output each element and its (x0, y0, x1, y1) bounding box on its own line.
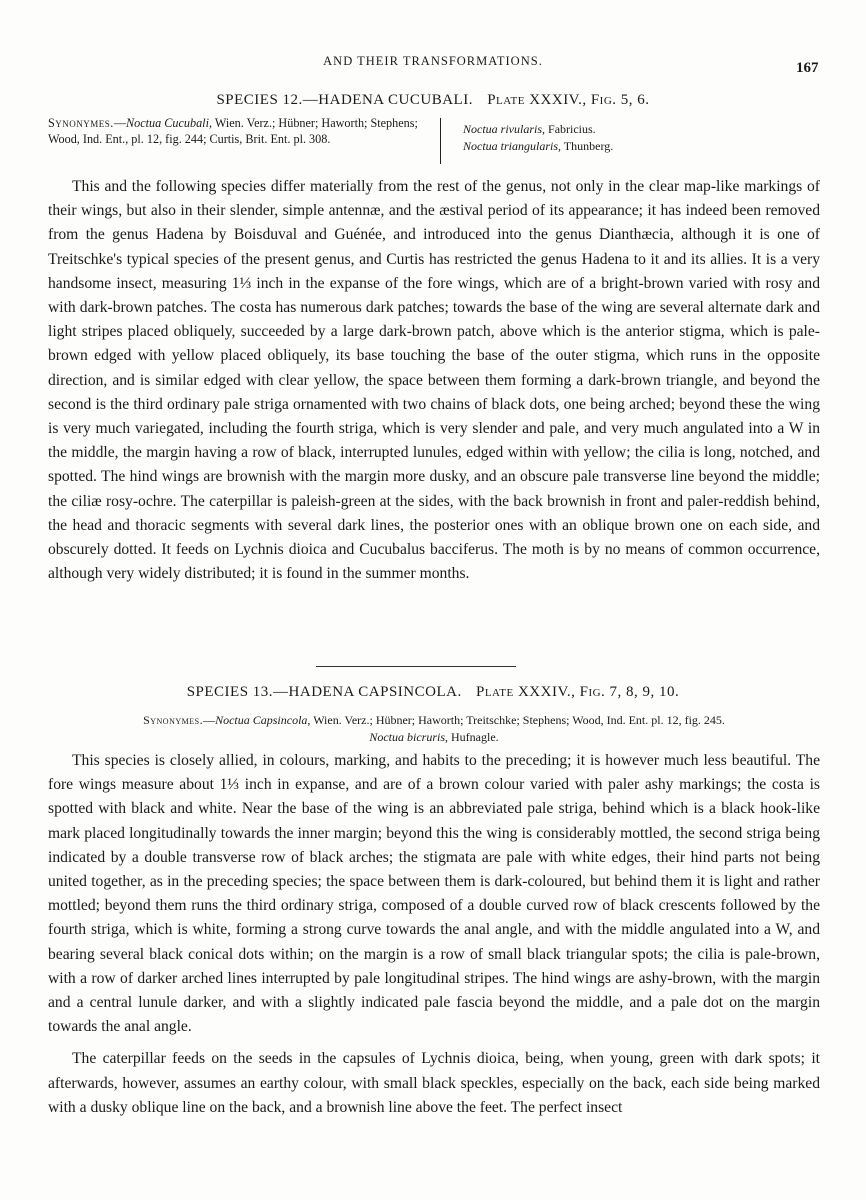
species-13-paragraph-2: The caterpillar feeds on the seeds in the capsules of Lychnis dioica, being, when young, green with dark spots; it afterwards, however, assumes an earthy colour, with small black speckles, especially on the back, each side being marked with a dusky oblique line on the back, and a brownish line above the feet. The perfect insect (48, 1050, 820, 1116)
synonym-name: Noctua Cucubali, (126, 116, 213, 130)
species-13-heading (0, 684, 866, 701)
synonyms-column-rule (440, 118, 441, 164)
synonym-authorities: Wien. Verz.; Hübner; Haworth; Stephens; Wood, Ind. Ent., pl. 12, fig. 244; Curtis, Brit. Ent. pl. 308. (48, 116, 418, 146)
species-13-body (48, 749, 820, 1120)
synonym-name: Noctua bicruris, (369, 730, 448, 744)
species-12-body (48, 175, 820, 586)
species-12-title: SPECIES 12.—HADENA CUCUBALI. (216, 92, 473, 108)
page-number: 167 (796, 60, 819, 76)
synonym-author: Hufnagle. (448, 730, 499, 744)
synonyms-label: Synonymes. (143, 713, 204, 727)
synonym-name: Noctua triangularis, (463, 139, 562, 153)
species-13-title: SPECIES 13.—HADENA CAPSINCOLA. (186, 684, 462, 700)
synonym-name: Noctua Capsincola, (215, 713, 311, 727)
species-13-plate-ref: Plate XXXIV., Fig. 7, 8, 9, 10. (475, 684, 680, 700)
species-13-paragraph-1: This species is closely allied, in colours, marking, and habits to the preceding; it is however much less beautiful. The fore wings measure about 1⅓ inch in expanse, and are of a brown colour varied with paler ashy markings; the costa is spotted with black and white. Near the base of the wing is an abbreviated pale striga, behind which is a black hook-like mark placed longitudinally towards the inner margin; beyond this the wing is considerably mottled, the second striga being indicated by a double transverse row of black arches; the stigmata are pale with white edges, their hind parts not being united together, as in the preceding species; the space between them is dark-coloured, but behind them it is light and rather mottled; beyond them runs the third ordinary striga, composed of a double curved row of black crescents followed by the fourth striga, which is white, forming a strong curve towards the anal angle, and with the middle angulated into a W, and bearing several black conical dots within; on the margin is a row of small black triangular spots; the cilia is pale-brown, with a row of darker arched lines interrupted by pale longitudinal stripes. The hind wings are ashy-brown, with the margin and a central lunule darker, and with a slightly indicated pale fascia beyond the middle, and a pale dot on the margin towards the anal angle. (48, 752, 820, 1036)
species-12-paragraph: This and the following species differ materially from the rest of the genus, not only in the clear map-like markings of their wings, but also in their slender, simple antennæ, and the æstival period of its appearance; it has indeed been removed from the genus Hadena by Boisduval and Guénée, and introduced into the genus Dianthæcia, although it is one of Treitschke's typical species of the present genus, and Curtis has restricted the genus Hadena to it and its allies. It is a very handsome insect, measuring 1⅓ inch in the expanse of the fore wings, which are of a bright-brown varied with rosy and with dark-brown patches. The costa has numerous dark patches; towards the base of the wing are several alternate dark and light stripes placed obliquely, succeeded by a large dark-brown patch, above which is the anterior stigma, which is pale-brown edged with yellow placed obliquely, its base touching the base of the outer stigma, which runs in the opposite direction, and is similar edged with clear yellow, the space between them forming a dark-brown triangle, and beyond the second is the third ordinary pale striga ornamented with two chains of black dots, one being arched; beyond these the wing is very much variegated, including the fourth striga, which is very slender and pale, and very much angulated into a W in the middle, the margin having a row of black, interrupted lunules, edged within with yellow; the cilia is long, notched, and spotted. The hind wings are brownish with the margin more dusky, and an obscure pale transverse line beyond the middle; the ciliæ rosy-ochre. The caterpillar is paleish-green at the sides, with the back brownish in front and paler-reddish behind, the head and thoracic segments with several dark lines, the posterior ones with an oblique brown one on each side, and obscurely dotted. It feeds on Lychnis dioica and Cucubalus bacciferus. The moth is by no means of common occurrence, although very widely distributed; it is found in the summer months. (48, 178, 820, 583)
species-13-synonyms (48, 712, 820, 746)
species-12-plate-ref: Plate XXXIV., Fig. 5, 6. (487, 92, 650, 108)
synonym-line (48, 729, 820, 746)
synonyms-dash: — (113, 116, 127, 130)
synonym-name: Noctua rivularis, (463, 122, 546, 136)
species-12-synonyms-right (463, 121, 793, 155)
synonyms-dash: — (203, 713, 216, 727)
running-head: AND THEIR TRANSFORMATIONS. (323, 54, 543, 68)
synonym-line (48, 712, 820, 729)
synonyms-label: Synonymes. (48, 116, 114, 130)
synonym-line (463, 121, 793, 138)
synonym-line (463, 138, 793, 155)
synonym-author: Thunberg. (561, 139, 614, 153)
section-divider (316, 666, 516, 667)
species-12-heading (0, 92, 866, 109)
synonym-author: Fabricius. (545, 122, 596, 136)
species-12-synonyms (48, 116, 434, 147)
synonym-authorities: Wien. Verz.; Hübner; Haworth; Treitschke; Stephens; Wood, Ind. Ent. pl. 12, fig. 245. (310, 713, 725, 727)
